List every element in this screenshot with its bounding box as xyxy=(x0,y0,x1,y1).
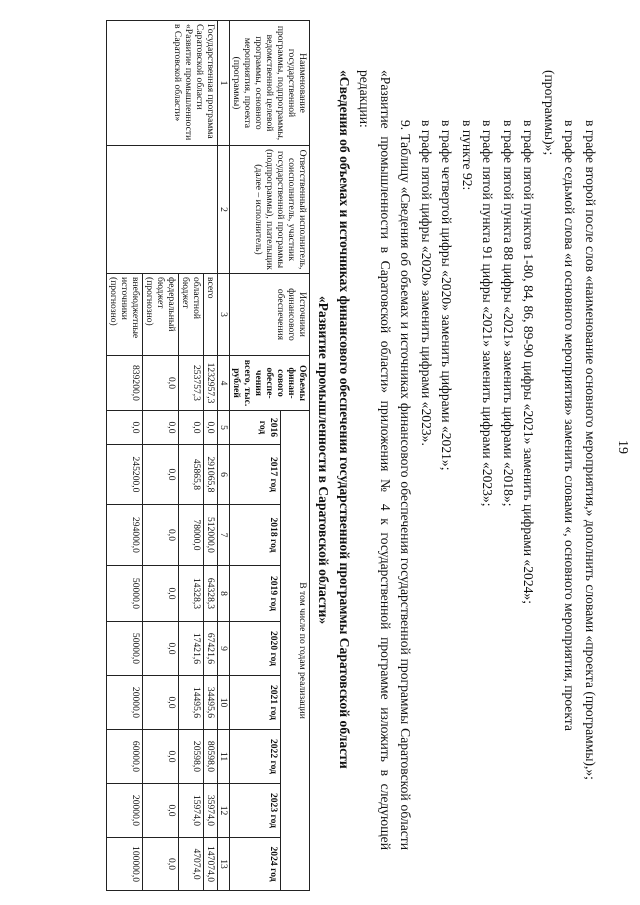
amendment-line: (программы)»; xyxy=(542,70,557,156)
responsible-cell xyxy=(107,146,218,274)
column-number: 12 xyxy=(218,784,230,838)
header-responsible: Ответственный исполнитель, соисполнитель, участник государственной программы (подпрограммы), плательщик (далее – исполнитель) xyxy=(230,146,310,274)
amendment-line: в графе четвертой цифры «2020» заменить цифрами «2021»; xyxy=(439,120,455,471)
column-number: 10 xyxy=(218,676,230,730)
year-value: 0,0 xyxy=(143,676,179,730)
year-value: 0,0 xyxy=(179,411,204,445)
source-cell: федеральный бюджет (прогнозно) xyxy=(143,274,179,356)
year-value: 15974,0 xyxy=(179,784,204,838)
column-number: 1 xyxy=(218,21,230,146)
amendment-line: в графе пятой пунктов 1-80, 84, 86, 89-90 цифры «2021» заменить цифрами «2024»; xyxy=(521,120,537,604)
year-value: 60000,0 xyxy=(107,730,143,784)
year-value: 0,0 xyxy=(143,730,179,784)
amendment-line: в графе пятой пункта 88 цифры «2021» заменить цифрами «2018»; xyxy=(501,120,516,507)
year-value: 35974,0 xyxy=(204,784,218,838)
year-value: 0,0 xyxy=(143,411,179,445)
year-value: 0,0 xyxy=(204,411,218,445)
column-number: 6 xyxy=(218,445,230,505)
header-year: 2024 год xyxy=(230,838,281,891)
year-value: 291065,8 xyxy=(204,445,218,505)
header-row xyxy=(281,21,310,891)
year-value: 0,0 xyxy=(143,838,179,891)
year-value: 0,0 xyxy=(143,622,179,676)
body-text xyxy=(313,70,600,850)
amendment-line: в графе пятой цифры «2020» заменить цифрами «2023». xyxy=(419,120,434,446)
year-value: 100000,0 xyxy=(107,838,143,891)
column-number: 7 xyxy=(218,505,230,566)
page-number: 19 xyxy=(615,440,630,454)
header-volume: Объемы финан-сового обеспе-чения всего, тыс. рублей xyxy=(230,356,310,411)
table-subtitle: «Развитие промышленности в Саратовской области» xyxy=(316,295,332,625)
header-year: 2018 год xyxy=(230,505,281,566)
year-value: 17421,6 xyxy=(179,622,204,676)
year-value: 245200,0 xyxy=(107,445,143,505)
source-cell: областной бюджет xyxy=(179,274,204,356)
year-value: 14328,3 xyxy=(179,566,204,622)
column-number: 11 xyxy=(218,730,230,784)
column-number: 13 xyxy=(218,838,230,891)
year-value: 0,0 xyxy=(143,445,179,505)
year-value: 20000,0 xyxy=(107,676,143,730)
total-cell: 839200,0 xyxy=(107,356,143,411)
header-year: 2021 год xyxy=(230,676,281,730)
amendment-line: в пункте 92: xyxy=(460,120,475,191)
amendment-line: в графе седьмой слова «и основного мероприятия» заменить словами «, основного мероприятия, проекта xyxy=(562,120,578,731)
year-value: 20598,0 xyxy=(179,730,204,784)
header-year: 2016 год xyxy=(230,411,281,445)
program-name: Государственная программа Саратовской области «Развитие промышленности в Саратовской области» xyxy=(107,21,218,146)
amendment-line: в графе второй после слов «наименование основного мероприятия,» дополнить словами «проекта (программы),»; xyxy=(583,120,598,780)
year-value: 78000,0 xyxy=(179,505,204,566)
paragraph-9: 9. Таблицу «Сведения об объемах и источниках финансового обеспечения государственной программы Саратовской области «Развитие промышленности в Саратовской области» приложения № 4 к государственной программе изложить в следующей редакции: xyxy=(357,70,414,850)
amendment-line: в графе пятой пункта 91 цифры «2021» заменить цифрами «2023»; xyxy=(480,120,496,507)
header-year: 2020 год xyxy=(230,622,281,676)
year-value: 80598,0 xyxy=(204,730,218,784)
column-number: 4 xyxy=(218,356,230,411)
year-value: 14495,6 xyxy=(179,676,204,730)
column-number: 8 xyxy=(218,566,230,622)
table-row xyxy=(204,21,218,891)
source-cell: всего xyxy=(204,274,218,356)
table-title: «Сведения об объемах и источниках финансового обеспечения государственной программы Саратовской области xyxy=(337,70,352,769)
column-number: 9 xyxy=(218,622,230,676)
year-value: 67421,6 xyxy=(204,622,218,676)
year-value: 50000,0 xyxy=(107,622,143,676)
year-value: 47074,0 xyxy=(179,838,204,891)
year-value: 0,0 xyxy=(143,566,179,622)
year-value: 147074,0 xyxy=(204,838,218,891)
year-value: 0,0 xyxy=(143,784,179,838)
total-cell: 0,0 xyxy=(143,356,179,411)
header-name: Наименование государственной программы, подпрограммы, ведомственной целевой программы, основного мероприятия, проекта (программы) xyxy=(230,21,310,146)
header-year: 2019 год xyxy=(230,566,281,622)
year-value: 20000,0 xyxy=(107,784,143,838)
year-value: 50000,0 xyxy=(107,566,143,622)
total-cell: 253757,3 xyxy=(179,356,204,411)
header-by-years: В том числе по годам реализации xyxy=(281,411,310,891)
column-number: 5 xyxy=(218,411,230,445)
column-numbers-row xyxy=(218,21,230,891)
year-value: 34495,6 xyxy=(204,676,218,730)
header-year: 2022 год xyxy=(230,730,281,784)
year-value: 294000,0 xyxy=(107,505,143,566)
year-value: 0,0 xyxy=(107,411,143,445)
total-cell: 1232957,3 xyxy=(204,356,218,411)
header-year: 2017 год xyxy=(230,445,281,505)
source-cell: внебюджетные источники (прогнозно) xyxy=(107,274,143,356)
year-value: 45865,8 xyxy=(179,445,204,505)
column-number: 3 xyxy=(218,274,230,356)
year-value: 512000,0 xyxy=(204,505,218,566)
column-number: 2 xyxy=(218,146,230,274)
year-value: 64328,3 xyxy=(204,566,218,622)
header-year: 2023 год xyxy=(230,784,281,838)
financing-table xyxy=(106,20,310,891)
header-source: Источники финансового обеспечения xyxy=(230,274,310,356)
year-value: 0,0 xyxy=(143,505,179,566)
